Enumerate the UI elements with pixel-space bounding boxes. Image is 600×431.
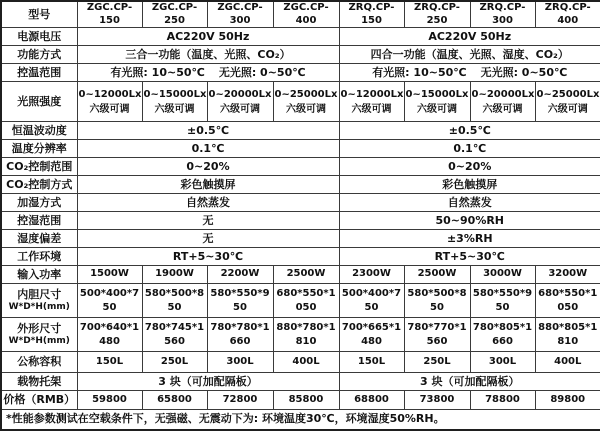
cell-inner-size: 500*400*750 <box>77 284 142 318</box>
cell-inner-size: 580*500*850 <box>142 284 207 318</box>
cell-input-power: 2200W <box>207 266 273 284</box>
cell-light-intensity <box>404 82 470 122</box>
cell-input-power: 2500W <box>404 266 470 284</box>
lux-adjust: 六级可调 <box>286 103 326 115</box>
row-label-input-power: 输入功率 <box>1 266 77 284</box>
cell-volume: 400L <box>535 352 600 373</box>
row-label-volume: 公称容积 <box>1 352 77 373</box>
table-row <box>1 318 600 352</box>
cell-co2-range-left: 0~20% <box>77 158 339 176</box>
lux-adjust: 六级可调 <box>482 103 523 115</box>
table-row <box>1 352 600 373</box>
lux-value: 0~12000Lx <box>78 88 142 100</box>
lux-adjust: 六级可调 <box>417 103 457 115</box>
cell-function-mode-left: 三合一功能（温度、光照、CO₂） <box>77 46 339 64</box>
row-label-model: 型号 <box>1 1 77 28</box>
cell-humidity-dev-right: ±3%RH <box>339 230 600 248</box>
cell-outer-size: 700*640*1480 <box>77 318 142 352</box>
outer-size-sublabel: W*D*H(mm) <box>8 335 70 346</box>
cell-temp-range-right <box>339 64 600 82</box>
lux-value: 0~15000Lx <box>405 88 469 100</box>
cell-inner-size: 580*550*950 <box>470 284 535 318</box>
col-header-model: ZRQ.CP-150 <box>339 1 404 28</box>
row-label-shelves: 载物托架 <box>1 373 77 391</box>
table-row <box>1 46 600 64</box>
cell-outer-size: 780*745*1560 <box>142 318 207 352</box>
lux-value: 0~25000Lx <box>536 88 600 100</box>
table-row <box>1 248 600 266</box>
cell-volume: 150L <box>339 352 404 373</box>
table-row <box>1 158 600 176</box>
col-header-model: ZRQ.CP-400 <box>535 1 600 28</box>
cell-volume: 300L <box>207 352 273 373</box>
col-header-model: ZRQ.CP-250 <box>404 1 470 28</box>
cell-outer-size: 780*770*1560 <box>404 318 470 352</box>
col-header-model: ZRQ.CP-300 <box>470 1 535 28</box>
temp-range-lit: 有光照: 10~50℃ <box>110 65 205 79</box>
cell-input-power: 1500W <box>77 266 142 284</box>
cell-price: 59800 <box>77 391 142 410</box>
col-header-model: ZGC.CP-150 <box>77 1 142 28</box>
row-label-humidity-dev: 湿度偏差 <box>1 230 77 248</box>
cell-light-intensity <box>77 82 142 122</box>
table-row <box>1 28 600 46</box>
cell-volume: 300L <box>470 352 535 373</box>
outer-size-label: 外形尺寸 <box>17 322 62 336</box>
temp-range-dark: 无光照: 0~50℃ <box>480 65 568 79</box>
cell-outer-size: 780*780*1660 <box>207 318 273 352</box>
cell-light-intensity <box>273 82 339 122</box>
cell-power-supply-left: AC220V 50Hz <box>77 28 339 46</box>
cell-fluctuation-left: ±0.5℃ <box>77 122 339 140</box>
cell-environment-left: RT+5~30℃ <box>77 248 339 266</box>
cell-input-power: 3000W <box>470 266 535 284</box>
table-row <box>1 284 600 318</box>
col-header-model: ZGC.CP-400 <box>273 1 339 28</box>
table-row <box>1 391 600 410</box>
cell-humidify-mode-right: 自然蒸发 <box>339 194 600 212</box>
row-label-light-intensity: 光照强度 <box>1 82 77 122</box>
cell-function-mode-right: 四合一功能（温度、光照、湿度、CO₂） <box>339 46 600 64</box>
cell-price: 85800 <box>273 391 339 410</box>
cell-humidity-range-right: 50~90%RH <box>339 212 600 230</box>
lux-value: 0~25000Lx <box>274 88 338 100</box>
cell-fluctuation-right: ±0.5℃ <box>339 122 600 140</box>
row-label-co2-control: CO₂控制方式 <box>1 176 77 194</box>
cell-shelves-right: 3 块（可加配隔板） <box>339 373 600 391</box>
row-label-power-supply: 电源电压 <box>1 28 77 46</box>
row-label-fluctuation: 恒温波动度 <box>1 122 77 140</box>
table-row <box>1 230 600 248</box>
cell-humidity-dev-left: 无 <box>77 230 339 248</box>
lux-value: 0~20000Lx <box>471 88 535 100</box>
row-label-humidify-mode: 加湿方式 <box>1 194 77 212</box>
row-label-environment: 工作环境 <box>1 248 77 266</box>
cell-co2-range-right: 0~20% <box>339 158 600 176</box>
cell-inner-size: 680*550*1050 <box>273 284 339 318</box>
cell-outer-size: 880*780*1810 <box>273 318 339 352</box>
col-header-model: ZGC.CP-300 <box>207 1 273 28</box>
lux-adjust: 六级可调 <box>154 103 195 115</box>
cell-volume: 250L <box>404 352 470 373</box>
table-row <box>1 82 600 122</box>
cell-input-power: 2300W <box>339 266 404 284</box>
lux-adjust: 六级可调 <box>220 103 260 115</box>
row-label-inner-size <box>1 284 77 318</box>
lux-value: 0~15000Lx <box>143 88 207 100</box>
table-row <box>1 212 600 230</box>
cell-light-intensity <box>470 82 535 122</box>
cell-price: 65800 <box>142 391 207 410</box>
cell-input-power: 3200W <box>535 266 600 284</box>
table-row <box>1 64 600 82</box>
row-label-temp-range: 控温范围 <box>1 64 77 82</box>
footnote: *性能参数测试在空载条件下，无强磁、无震动下为: 环境温度30℃，环境湿度50%RH。 <box>1 410 600 430</box>
cell-price: 89800 <box>535 391 600 410</box>
cell-light-intensity <box>207 82 273 122</box>
table-row <box>1 194 600 212</box>
row-label-humidity-range: 控湿范围 <box>1 212 77 230</box>
temp-range-dark: 无光照: 0~50℃ <box>218 65 306 79</box>
cell-input-power: 2500W <box>273 266 339 284</box>
cell-outer-size: 880*805*1810 <box>535 318 600 352</box>
cell-resolution-right: 0.1℃ <box>339 140 600 158</box>
cell-inner-size: 580*500*850 <box>404 284 470 318</box>
cell-humidity-range-left: 无 <box>77 212 339 230</box>
inner-size-sublabel: W*D*H(mm) <box>8 301 70 312</box>
inner-size-label: 内胆尺寸 <box>17 288 62 302</box>
row-label-outer-size <box>1 318 77 352</box>
cell-volume: 400L <box>273 352 339 373</box>
cell-humidify-mode-left: 自然蒸发 <box>77 194 339 212</box>
cell-inner-size: 500*400*750 <box>339 284 404 318</box>
lux-value: 0~20000Lx <box>208 88 272 100</box>
cell-price: 72800 <box>207 391 273 410</box>
cell-light-intensity <box>142 82 207 122</box>
cell-inner-size: 580*550*950 <box>207 284 273 318</box>
cell-price: 78800 <box>470 391 535 410</box>
cell-volume: 150L <box>77 352 142 373</box>
cell-volume: 250L <box>142 352 207 373</box>
temp-range-lit: 有光照: 10~50℃ <box>372 65 467 79</box>
cell-resolution-left: 0.1℃ <box>77 140 339 158</box>
lux-adjust: 六级可调 <box>547 103 588 115</box>
row-label-resolution: 温度分辨率 <box>1 140 77 158</box>
lux-value: 0~12000Lx <box>340 88 404 100</box>
cell-co2-control-left: 彩色触摸屏 <box>77 176 339 194</box>
cell-inner-size: 680*550*1050 <box>535 284 600 318</box>
cell-light-intensity <box>535 82 600 122</box>
table-row <box>1 140 600 158</box>
row-label-price: 价格（RMB） <box>1 391 77 410</box>
cell-environment-right: RT+5~30℃ <box>339 248 600 266</box>
cell-light-intensity <box>339 82 404 122</box>
table-row <box>1 176 600 194</box>
cell-input-power: 1900W <box>142 266 207 284</box>
cell-price: 73800 <box>404 391 470 410</box>
table-row <box>1 122 600 140</box>
cell-outer-size: 700*665*1480 <box>339 318 404 352</box>
table-row <box>1 266 600 284</box>
row-label-co2-range: CO₂控制范围 <box>1 158 77 176</box>
table-row <box>1 410 600 430</box>
row-label-function-mode: 功能方式 <box>1 46 77 64</box>
table-row <box>1 373 600 391</box>
cell-power-supply-right: AC220V 50Hz <box>339 28 600 46</box>
cell-co2-control-right: 彩色触摸屏 <box>339 176 600 194</box>
cell-outer-size: 780*805*1660 <box>470 318 535 352</box>
col-header-model: ZGC.CP-250 <box>142 1 207 28</box>
cell-temp-range-left <box>77 64 339 82</box>
table-row <box>1 1 600 28</box>
cell-shelves-left: 3 块（可加配隔板） <box>77 373 339 391</box>
lux-adjust: 六级可调 <box>89 103 130 115</box>
cell-price: 68800 <box>339 391 404 410</box>
lux-adjust: 六级可调 <box>351 103 392 115</box>
